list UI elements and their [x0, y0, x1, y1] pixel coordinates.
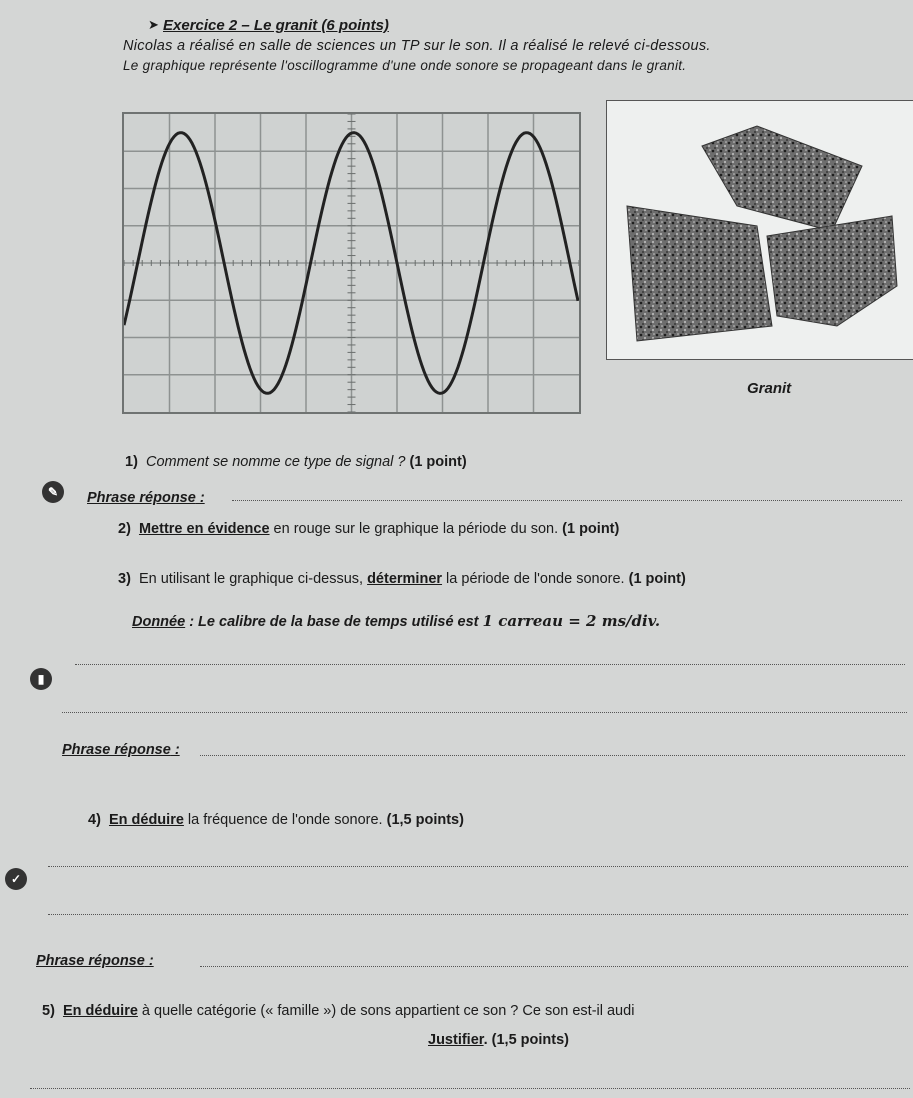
intro-line-2: Le graphique représente l'oscillogramme d'une onde sonore se propageant dans le granit. [123, 58, 687, 73]
exercise-title: Exercice 2 – Le granit (6 points) [163, 17, 389, 34]
answer-line-5[interactable] [30, 1088, 910, 1089]
bullet-icon: ➤ [148, 17, 159, 32]
answer-line-4c[interactable] [200, 966, 908, 967]
notebook-icon: ✎ [42, 481, 64, 503]
question-3: 3) En utilisant le graphique ci-dessus, déterminer la période de l'onde sonore. (1 point) [118, 571, 686, 587]
check-icon: ✓ [5, 868, 27, 890]
oscillogram-svg [124, 114, 579, 412]
question-1: 1) Comment se nomme ce type de signal ? (1 point) [125, 454, 467, 470]
answer-line-3b[interactable] [62, 712, 907, 713]
intro-line-1: Nicolas a réalisé en salle de sciences un TP sur le son. Il a réalisé le relevé ci-dessous. [123, 38, 711, 54]
answer-label-1: Phrase réponse : [87, 490, 205, 506]
answer-line-4a[interactable] [48, 866, 908, 867]
answer-line-1[interactable] [232, 500, 902, 501]
answer-line-4b[interactable] [48, 914, 908, 915]
oscillogram [122, 112, 581, 414]
chart-icon: ▮ [30, 668, 52, 690]
justify: Justifier. (1,5 points) [428, 1032, 570, 1048]
donnee: Donnée : Le calibre de la base de temps utilisé est 1 carreau = 2 ms/div. [132, 612, 661, 630]
granite-image [607, 101, 913, 359]
question-2: 2) Mettre en évidence en rouge sur le graphique la période du son. (1 point) [118, 521, 620, 537]
answer-line-3c[interactable] [200, 755, 905, 756]
question-4: 4) En déduire la fréquence de l'onde sonore. (1,5 points) [88, 812, 464, 828]
answer-label-4: Phrase réponse : [36, 953, 154, 969]
answer-label-3: Phrase réponse : [62, 742, 180, 758]
question-5: 5) En déduire à quelle catégorie (« famille ») de sons appartient ce son ? Ce son est-il audi [42, 1003, 635, 1019]
granite-photo [606, 100, 913, 360]
answer-line-3a[interactable] [75, 664, 905, 665]
photo-caption: Granit [747, 380, 792, 397]
